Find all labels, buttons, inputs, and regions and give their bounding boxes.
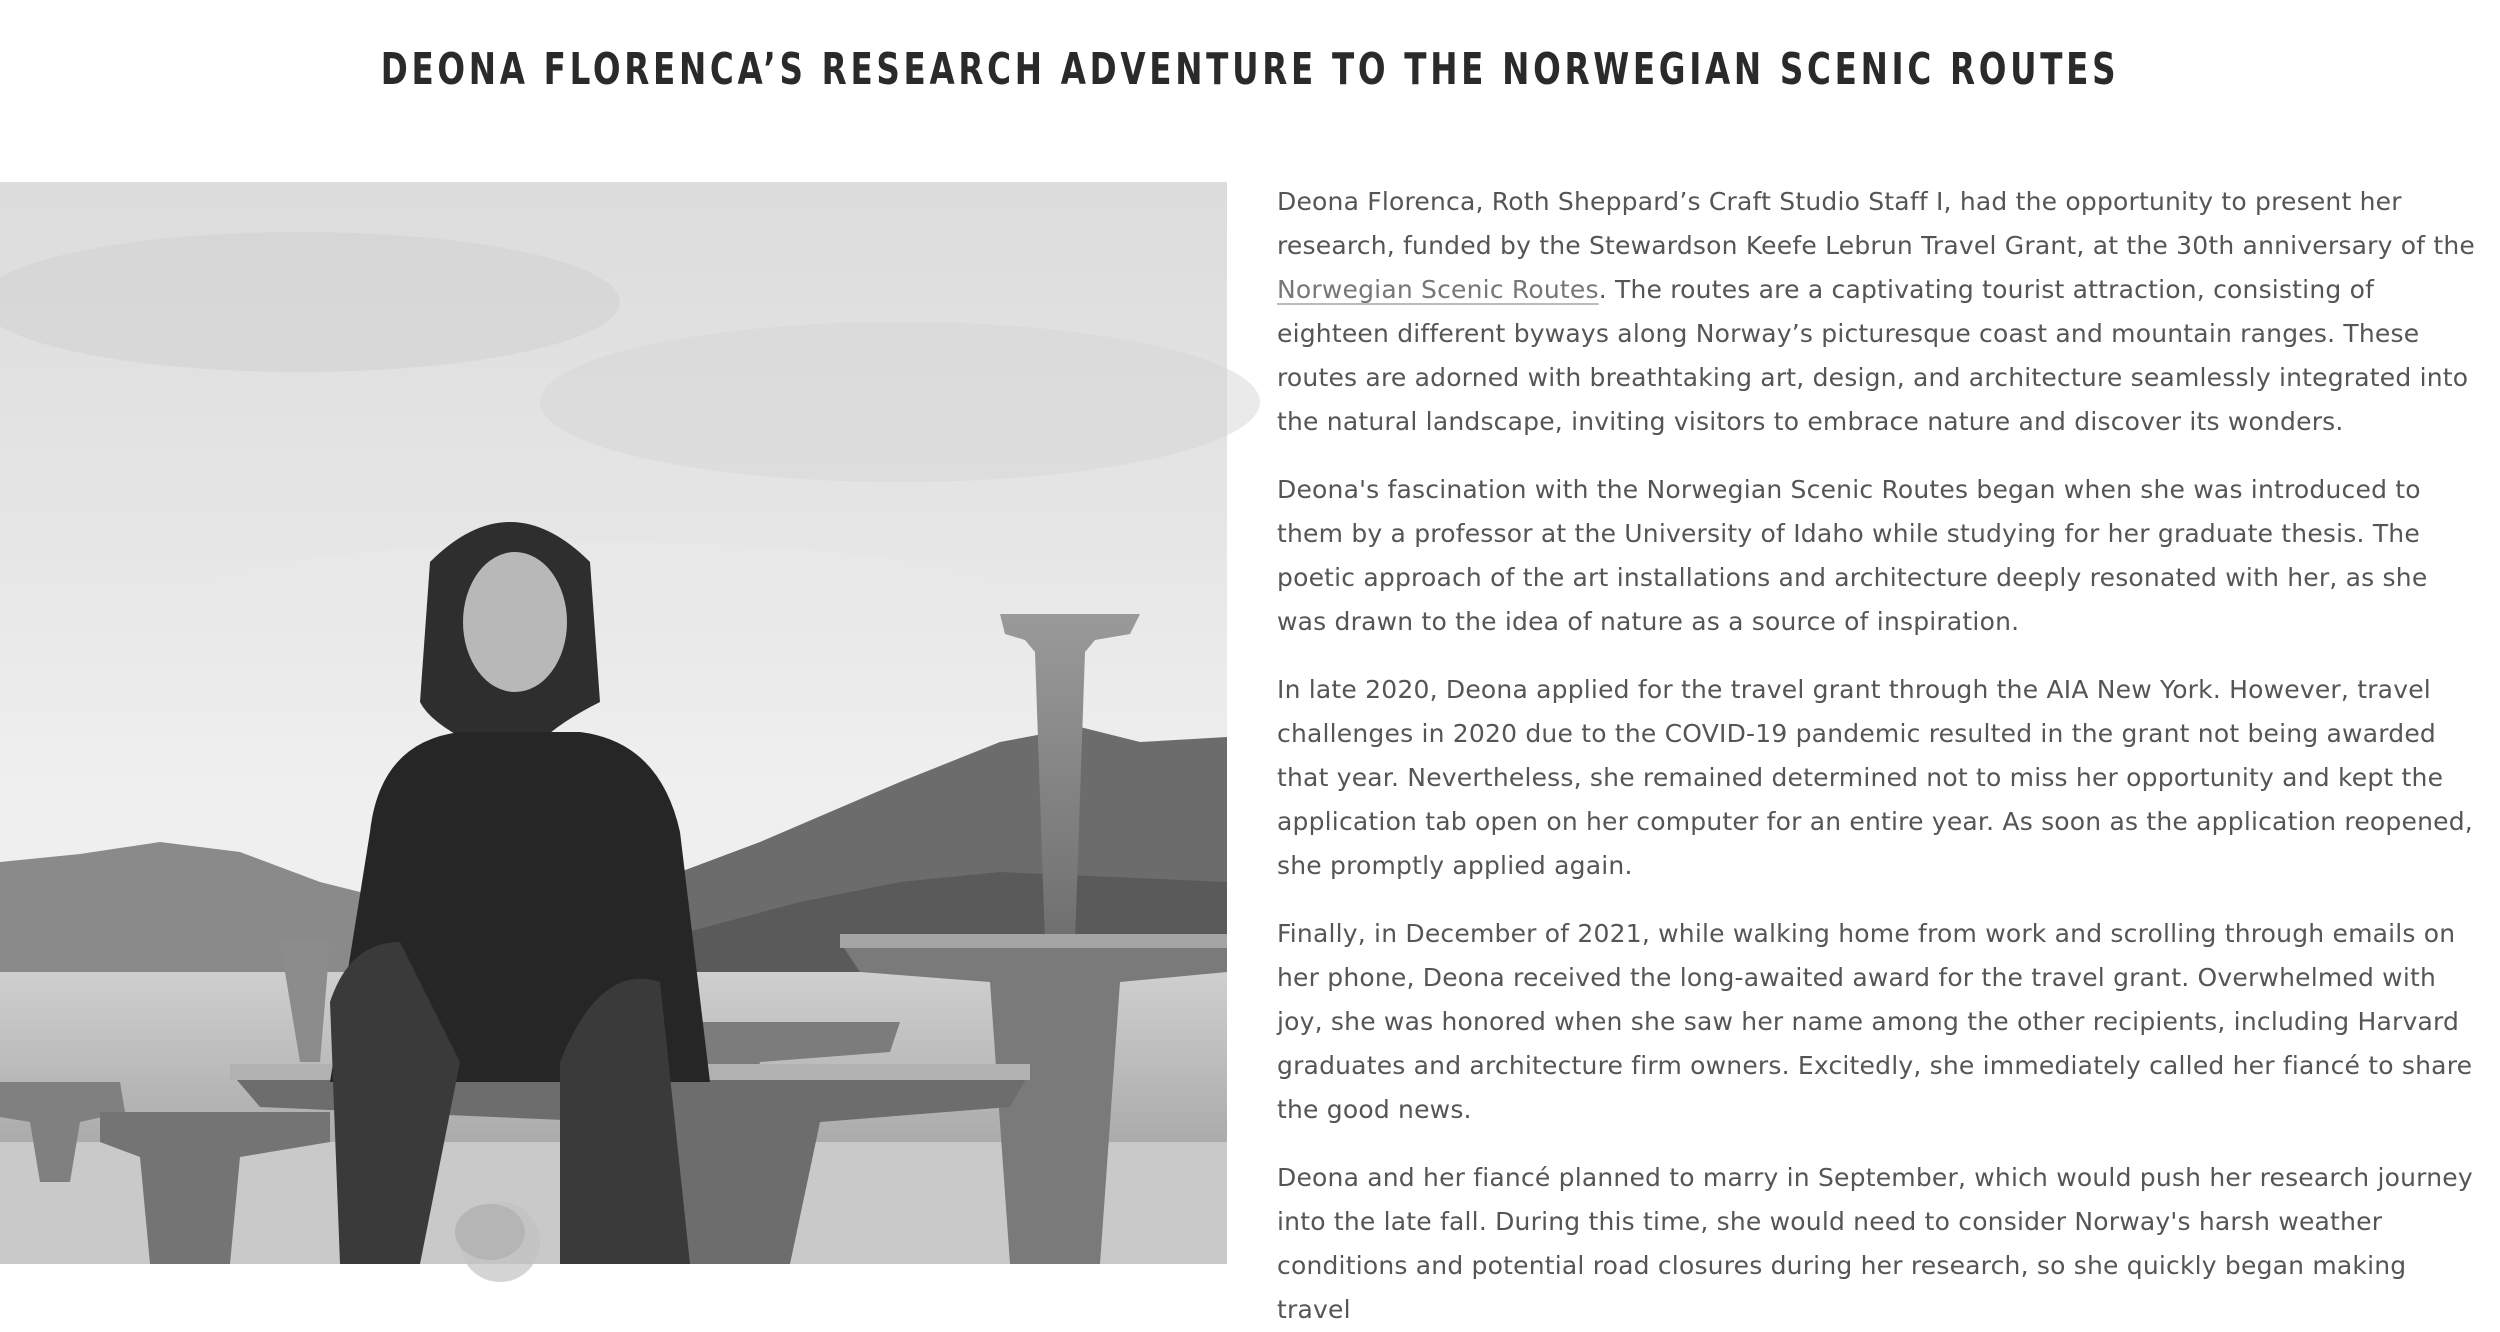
- paragraph-text: Deona Florenca, Roth Sheppard’s Craft Studio Staff I, had the opportunity to present her research, funded by the Stewardson Keefe Lebrun Travel Grant, at the 30th anniversary of the: [1277, 187, 2475, 260]
- article-paragraph-1: [1277, 180, 2477, 444]
- article-paragraph-3: In late 2020, Deona applied for the travel grant through the AIA New York. However, travel challenges in 2020 due to the COVID-19 pandemic resulted in the grant not being awarded that year. Nevertheless, she remained determined not to miss her opportunity and kept the application tab open on her computer for an entire year. As soon as the application reopened, she promptly applied again.: [1277, 675, 2473, 880]
- paragraph-text: . The routes are a captivating tourist attraction, consisting of eighteen different byways along Norway’s picturesque coast and mountain ranges. These routes are adorned with breathtaking art, design, and architecture seamlessly integrated into the natural landscape, inviting visitors to embrace nature and discover its wonders.: [1277, 275, 2469, 436]
- page-title: DEONA FLORENCA’S RESEARCH ADVENTURE TO THE NORWEGIAN SCENIC ROUTES: [380, 44, 2120, 95]
- article-paragraph-2: Deona's fascination with the Norwegian Scenic Routes began when she was introduced to them by a professor at the University of Idaho while studying for her graduate thesis. The poetic approach of the art installations and architecture deeply resonated with her, as she was drawn to the idea of nature as a source of inspiration.: [1277, 475, 2428, 636]
- hero-photo: [0, 182, 1227, 1264]
- article-body: [1277, 180, 2477, 1324]
- norwegian-scenic-routes-link[interactable]: Norwegian Scenic Routes: [1277, 275, 1599, 304]
- article-paragraph-5: Deona and her fiancé planned to marry in September, which would push her research journey into the late fall. During this time, she would need to consider Norway's harsh weather conditions and potential road closures during her research, so she quickly began making travel: [1277, 1163, 2473, 1324]
- article-paragraph-4: Finally, in December of 2021, while walking home from work and scrolling through emails on her phone, Deona received the long-awaited award for the travel grant. Overwhelmed with joy, she was honored when she saw her name among the other recipients, including Harvard graduates and architecture firm owners. Excitedly, she immediately called her fiancé to share the good news.: [1277, 919, 2473, 1124]
- fjord-portrait-illustration: [0, 182, 1227, 1264]
